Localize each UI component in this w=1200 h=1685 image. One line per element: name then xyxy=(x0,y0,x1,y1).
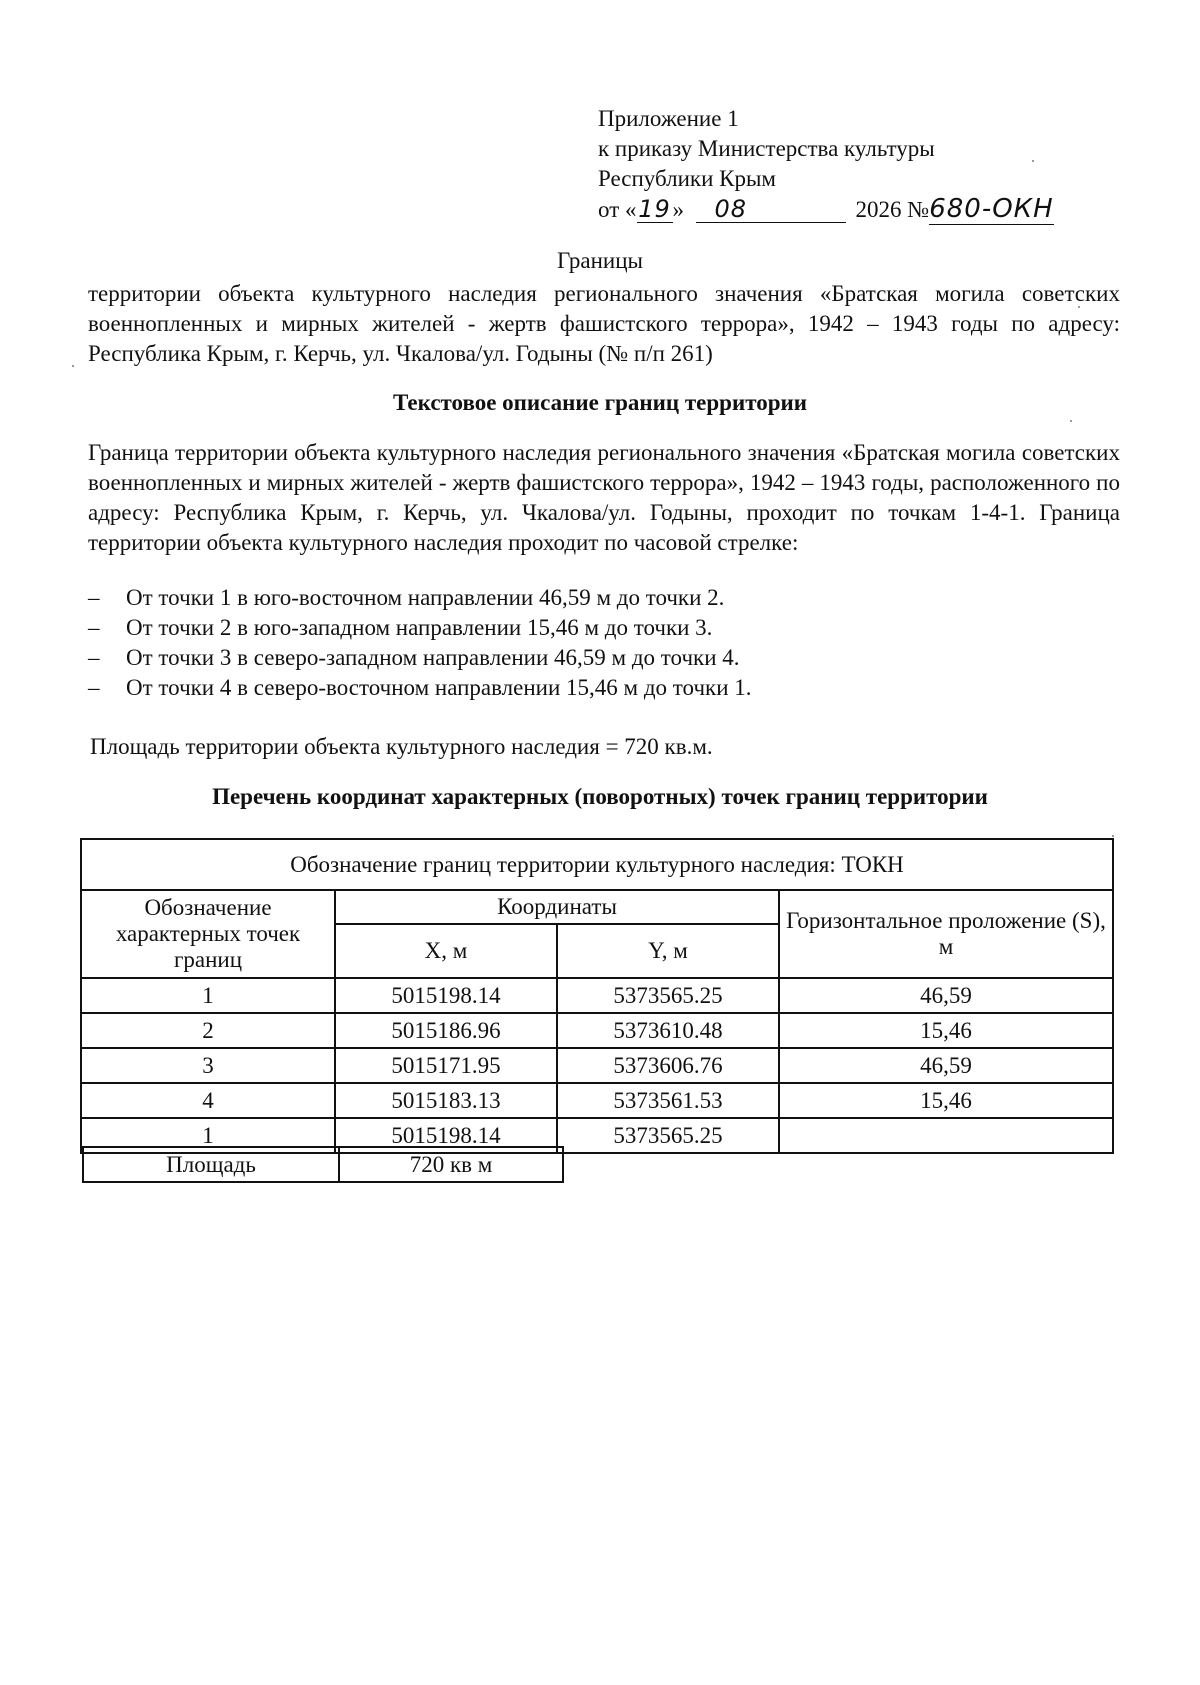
coordinates-table xyxy=(80,838,1114,1154)
point-cell: 2 xyxy=(81,1013,335,1048)
attachment-header xyxy=(598,104,1054,225)
table-title-cell: Обозначение границ территории культурного наследия: ТОКН xyxy=(81,839,1113,890)
list-item-text: От точки 3 в северо-западном направлении 46,59 м до точки 4. xyxy=(126,645,740,670)
year-and-number-label: 2026 № xyxy=(855,197,930,222)
y-cell: 5373565.25 xyxy=(557,1118,779,1153)
day-close: » xyxy=(672,197,684,222)
handwritten-order-number: 680-ОКН xyxy=(929,194,1054,224)
y-cell: 5373610.48 xyxy=(557,1013,779,1048)
point-cell: 1 xyxy=(81,978,335,1013)
point-cell: 3 xyxy=(81,1048,335,1083)
x-cell: 5015198.14 xyxy=(335,978,557,1013)
distance-cell: 46,59 xyxy=(779,978,1113,1013)
list-dash: – xyxy=(88,675,100,700)
list-item-text: От точки 1 в юго-восточном направлении 46,59 м до точки 2. xyxy=(126,585,725,610)
list-item xyxy=(88,613,752,643)
header-coordinates-cell: Координаты xyxy=(335,890,779,924)
document-subtitle: территории объекта культурного наследия регионального значения «Братская могила советских военнопленных и мирных жителей - жертв фашистского террора», 1942 – 1943 годы по адресу: Республика Крым, г. Керчь, ул. Чкалова/ул. Годыны (№ п/п 261) xyxy=(88,281,1120,366)
coordinates-title: Перечень координат характерных (поворотных) точек границ территории xyxy=(212,784,988,809)
header-x-cell: X, м xyxy=(335,924,557,978)
point-cell: 1 xyxy=(81,1118,335,1153)
boundary-segments-list xyxy=(88,583,752,703)
attachment-line-1: Приложение 1 xyxy=(598,106,739,131)
list-dash: – xyxy=(88,645,100,670)
attachment-line-2: к приказу Министерства культуры xyxy=(598,136,935,161)
distance-cell xyxy=(779,1118,1113,1153)
list-item xyxy=(88,583,752,613)
territory-area-text: Площадь территории объекта культурного наследия = 720 кв.м. xyxy=(90,734,713,759)
x-cell: 5015186.96 xyxy=(335,1013,557,1048)
area-table xyxy=(82,1146,564,1183)
table-row xyxy=(81,1083,1113,1118)
scan-speck xyxy=(72,365,74,367)
handwritten-month: 08 xyxy=(696,197,846,223)
point-cell: 4 xyxy=(81,1083,335,1118)
header-point-cell: Обозначение характерных точек границ xyxy=(81,890,335,978)
area-row xyxy=(83,1147,563,1182)
y-cell: 5373606.76 xyxy=(557,1048,779,1083)
scan-speck xyxy=(1070,420,1072,422)
y-cell: 5373565.25 xyxy=(557,978,779,1013)
text-description-title: Текстовое описание границ территории xyxy=(392,390,808,415)
table-header-row xyxy=(81,890,1113,924)
from-prefix: от « xyxy=(598,197,637,222)
x-cell: 5015171.95 xyxy=(335,1048,557,1083)
list-item-text: От точки 2 в юго-западном направлении 15,46 м до точки 3. xyxy=(126,615,713,640)
distance-cell: 15,46 xyxy=(779,1013,1113,1048)
x-cell: 5015183.13 xyxy=(335,1083,557,1118)
document-title: Границы xyxy=(557,248,643,273)
list-item xyxy=(88,673,752,703)
order-date-line xyxy=(598,194,1054,225)
handwritten-day: 19 xyxy=(638,195,671,223)
scan-speck xyxy=(1032,160,1034,162)
table-row xyxy=(81,1048,1113,1083)
table-row xyxy=(81,1013,1113,1048)
area-label-cell: Площадь xyxy=(83,1147,339,1182)
scan-speck xyxy=(1078,306,1080,308)
x-cell: 5015198.14 xyxy=(335,1118,557,1153)
distance-cell: 15,46 xyxy=(779,1083,1113,1118)
attachment-line-3: Республики Крым xyxy=(598,166,776,191)
list-item-text: От точки 4 в северо-восточном направлении 15,46 м до точки 1. xyxy=(126,675,752,700)
y-cell: 5373561.53 xyxy=(557,1083,779,1118)
list-dash: – xyxy=(88,585,100,610)
header-distance-cell: Горизонтальное проложение (S), м xyxy=(779,890,1113,978)
list-item xyxy=(88,643,752,673)
scan-speck xyxy=(1112,835,1114,837)
header-y-cell: Y, м xyxy=(557,924,779,978)
text-description-paragraph: Граница территории объекта культурного наследия регионального значения «Братская могила советских военнопленных и мирных жителей - жертв фашистского террора», 1942 – 1943 годы, расположенного по адресу: Республика Крым, г. Керчь, ул. Чкалова/ул. Годыны, проходит по точкам 1-4-1. Граница территории объекта культурного наследия проходит по часовой стрелке: xyxy=(88,440,1120,555)
area-value-cell: 720 кв м xyxy=(339,1147,563,1182)
distance-cell: 46,59 xyxy=(779,1048,1113,1083)
table-row xyxy=(81,978,1113,1013)
list-dash: – xyxy=(88,615,100,640)
table-title-row xyxy=(81,839,1113,890)
